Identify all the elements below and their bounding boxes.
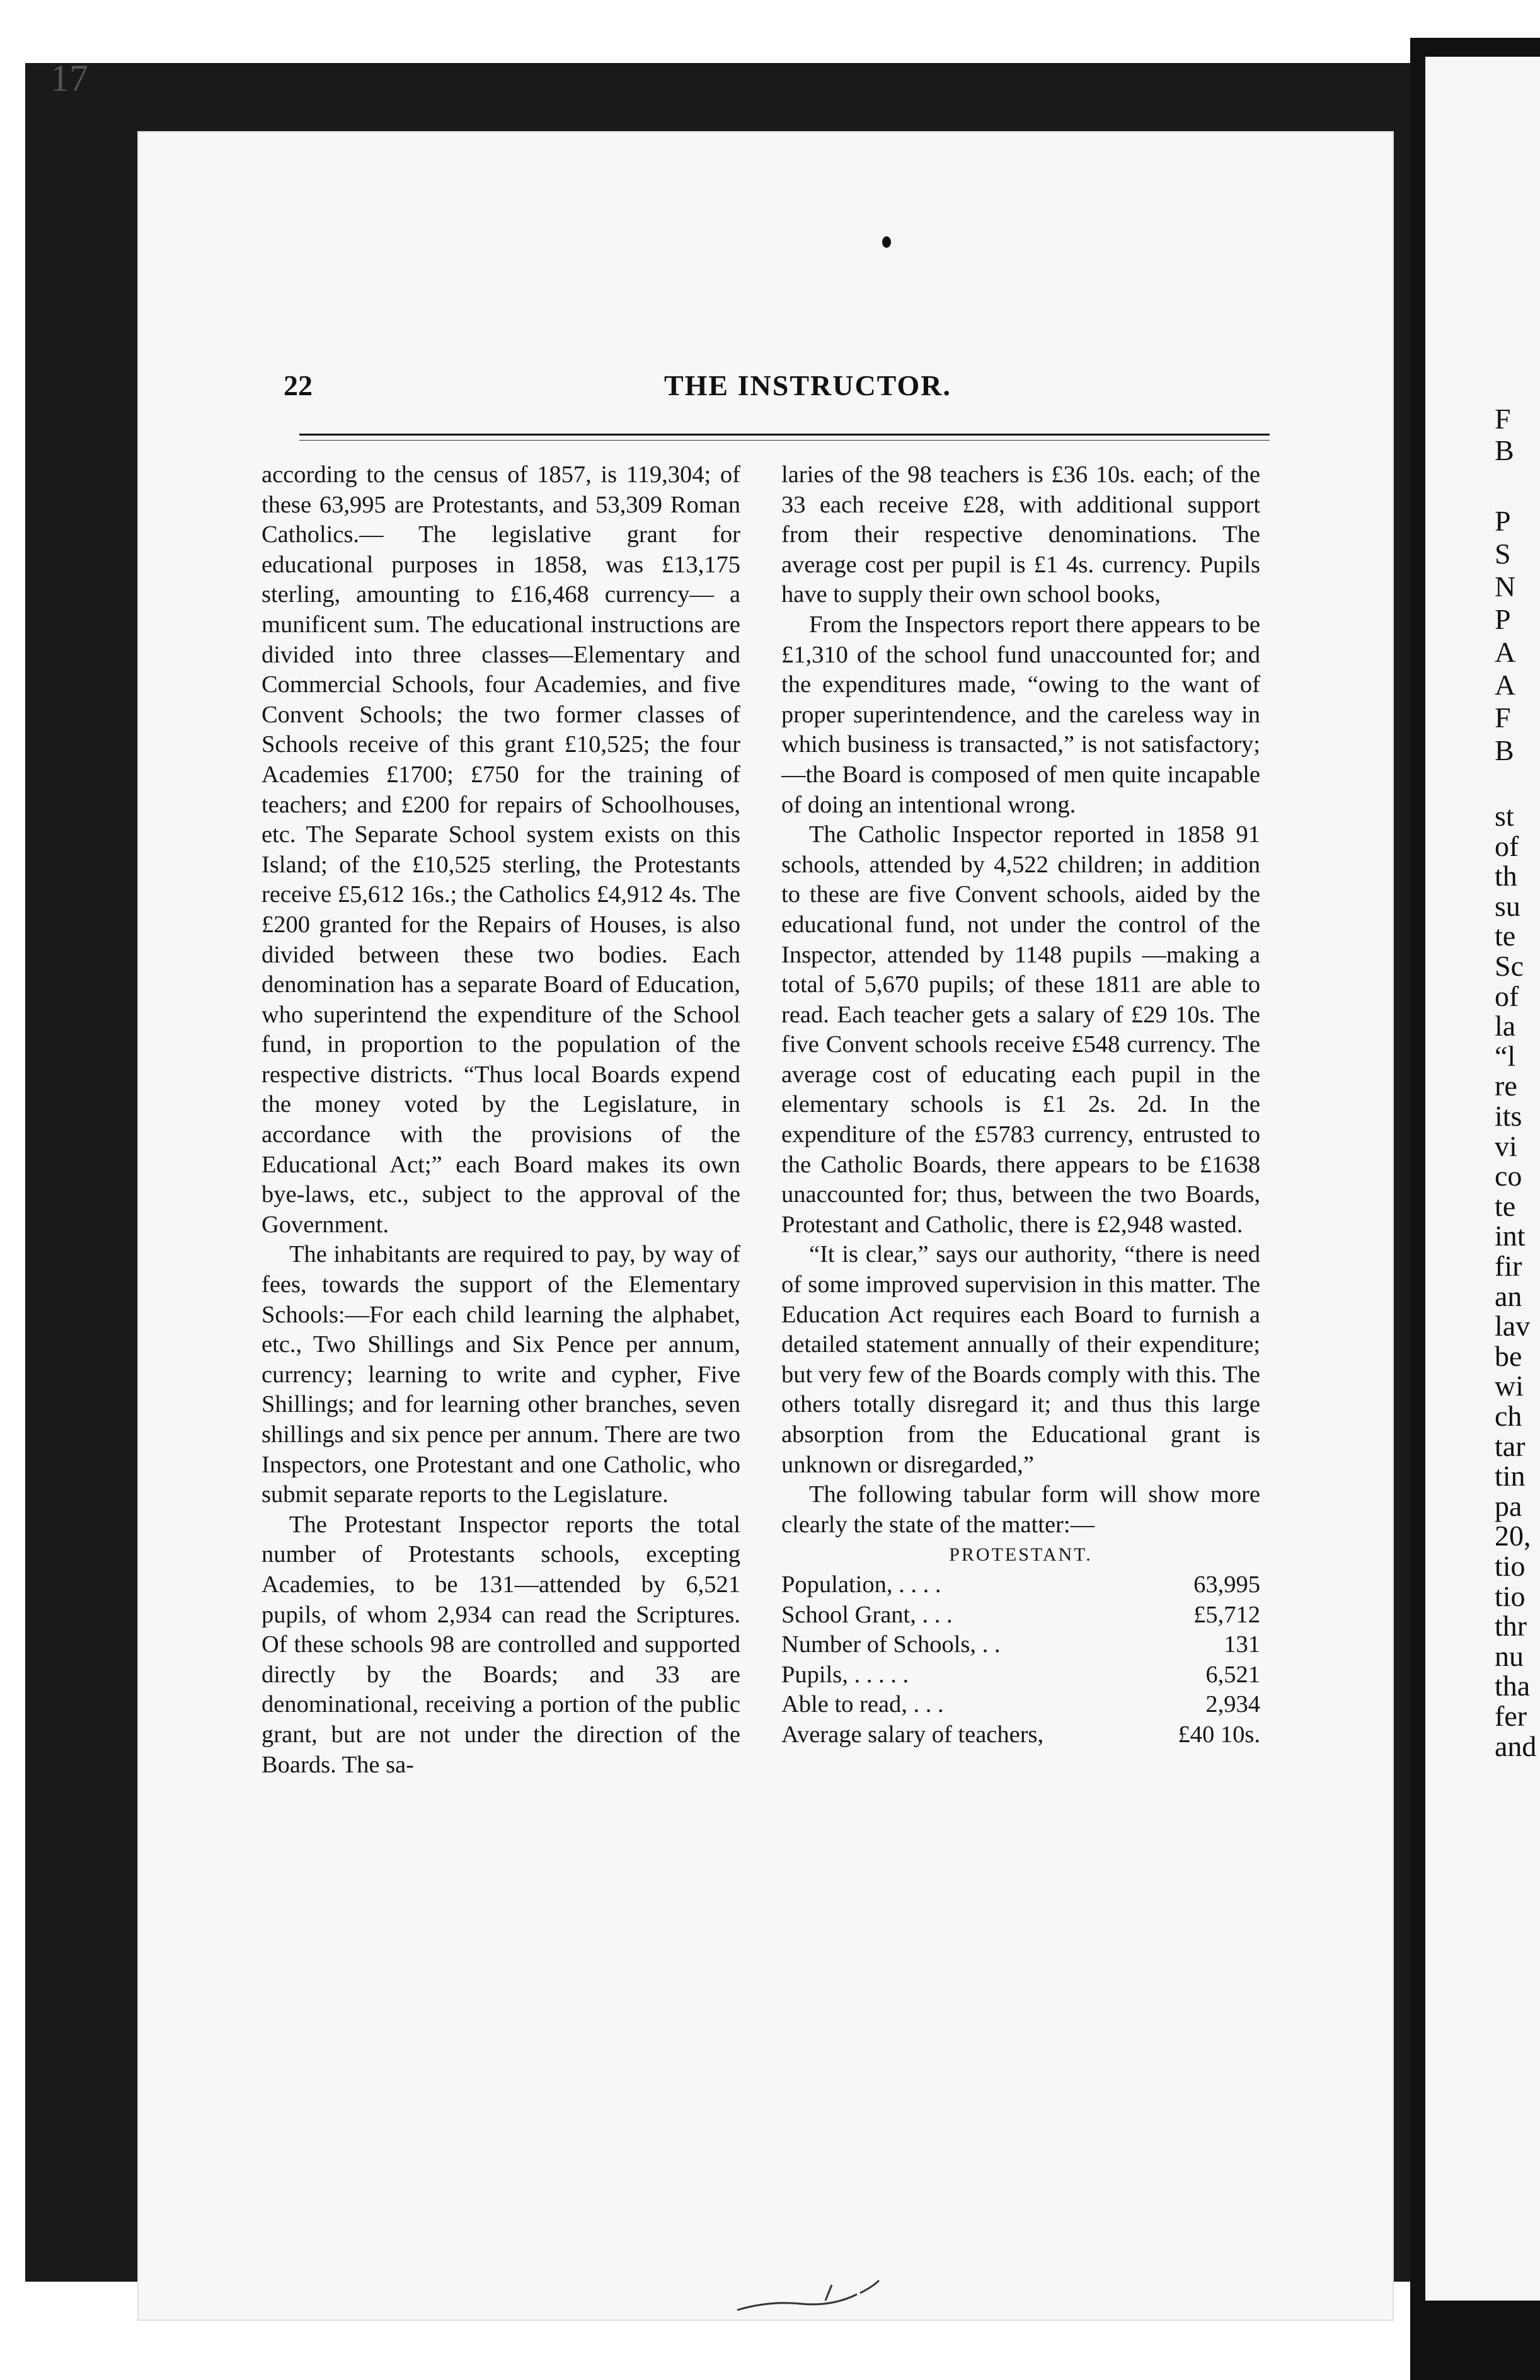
adjacent-page-fragment: A — [1495, 669, 1516, 701]
stats-value: £40 10s. — [1178, 1721, 1260, 1748]
stats-row — [781, 1690, 1260, 1720]
adjacent-page-fragment: th — [1495, 860, 1517, 893]
stats-row — [781, 1720, 1260, 1750]
adjacent-page-fragment: tin — [1495, 1460, 1526, 1493]
stats-value: 6,521 — [1205, 1661, 1260, 1688]
adjacent-page-fragment: su — [1495, 889, 1520, 922]
adjacent-page-fragment: A — [1495, 636, 1516, 668]
paragraph: From the Inspectors report there appears to be £1,310 of the school fund unaccounted for; and the expenditures made, “owing to the want of proper superintendence, and the careless way in which business is transacted,” is not satisfactory;—the Board is composed of men quite incapable of doing an intentional wrong. — [781, 611, 1260, 818]
paragraph: “It is clear,” says our authority, “there is need of some improved supervision in this matter. The Education Act requires each Board to furnish a detailed statement annually of their expenditure; but very few of the Boards comply with this. The others totally disregard it; and thus this large absorption from the Educational grant is unknown or disregarded,” — [781, 1241, 1260, 1478]
adjacent-page-fragment: Sc — [1495, 950, 1524, 982]
adjacent-page-fragment: be — [1495, 1339, 1522, 1372]
pencil-scribble — [731, 2275, 895, 2319]
paragraph: The Catholic Inspector reported in 1858 91 schools, attended by 4,522 children; in addition to these are five Convent schools, aided by the educational fund, not under the control of the Inspector, attended by 1148 pupils —making a total of 5,670 pupils; of these 1811 are able to read. Each teacher gets a salary of £29 10s. The five Convent schools receive £548 currency. The average cost of educating each pupil in the elementary schools is £1 2s. 2d. In the expenditure of the £5783 currency, entrusted to the Catholic Boards, there appears to be £1638 unaccounted for; thus, between the two Boards, Protestant and Catholic, there is £2,948 wasted. — [781, 821, 1260, 1238]
paragraph: according to the census of 1857, is 119,304; of these 63,995 are Protestants, and 53,309 Roman Catholics.— The legislative grant for educational purposes in 1858, was £13,175 sterling, amounting to £16,468 currency— a munificent sum. The educational instructions are divided into three classes—Elementary and Commercial Schools, four Academies, and five Convent Schools; the two former classes of Schools receive of this grant £10,525; the four Academies £1700; £750 for the training of teachers; and £200 for repairs of Schoolhouses, etc. The Separate School system exists on this Island; of the £10,525 sterling, the Protestants receive £5,612 16s.; the Catholics £4,912 4s. The £200 granted for the Repairs of Houses, is also divided between these two bodies. Each denomination has a separate Board of Education, who superintend the expenditure of the School fund, in proportion to the population of the respective districts. “Thus local Boards expend the money voted by the Legislature, in accordance with the provisions of the Educational Act;” each Board makes its own bye-laws, etc., subject to the approval of the Government. — [261, 461, 740, 1238]
adjacent-page-fragment: tio — [1495, 1580, 1526, 1612]
adjacent-page-fragment: of — [1495, 979, 1519, 1012]
stats-label: Population, . . . . — [781, 1571, 941, 1598]
adjacent-page-fragment: lav — [1495, 1310, 1531, 1343]
stats-row — [781, 1630, 1260, 1660]
adjacent-page-fragment: F — [1495, 702, 1511, 734]
adjacent-page-fragment: of — [1495, 829, 1519, 862]
adjacent-page-fragment: la — [1495, 1010, 1516, 1043]
adjacent-page-fragment: re — [1495, 1070, 1517, 1102]
adjacent-page-fragment: fer — [1495, 1700, 1527, 1732]
adjacent-page-fragment: vi — [1495, 1129, 1517, 1162]
adjacent-page-fragment: P — [1495, 603, 1511, 635]
adjacent-page-fragment: te — [1495, 920, 1516, 952]
stats-value: £5,712 — [1193, 1601, 1260, 1628]
adjacent-page-fragment: tha — [1495, 1670, 1531, 1702]
adjacent-page-fragment: S — [1495, 538, 1511, 570]
adjacent-page-fragment: 20, — [1495, 1520, 1531, 1552]
stats-value: 63,995 — [1193, 1571, 1260, 1598]
adjacent-page-fragment: F — [1495, 403, 1511, 435]
stats-value: 2,934 — [1205, 1691, 1260, 1718]
stats-row — [781, 1600, 1260, 1631]
adjacent-page-fragment: “l — [1495, 1039, 1516, 1072]
adjacent-page-fragment: P — [1495, 505, 1511, 537]
stats-label: Average salary of teachers, — [781, 1721, 1044, 1748]
adjacent-page-fragment: wi — [1495, 1370, 1524, 1402]
stats-value: 131 — [1224, 1631, 1260, 1658]
header-rule-thin — [299, 440, 1270, 441]
stats-title: PROTESTANT. — [949, 1544, 1093, 1566]
stats-table — [781, 1570, 1260, 1750]
adjacent-page-fragment: B — [1495, 734, 1514, 766]
left-column — [261, 460, 740, 1780]
stats-label: Pupils, . . . . . — [781, 1661, 909, 1688]
right-column — [781, 460, 1260, 1750]
adjacent-page-fragment: its — [1495, 1100, 1522, 1132]
stats-row — [781, 1570, 1260, 1600]
adjacent-page-fragment: tar — [1495, 1430, 1526, 1462]
adjacent-page-fragment: an — [1495, 1280, 1522, 1312]
adjacent-page-fragment: ch — [1495, 1400, 1522, 1432]
adjacent-page-fragment: co — [1495, 1160, 1522, 1193]
paragraph: The inhabitants are required to pay, by way of fees, towards the support of the Elementary Schools:—For each child learning the alphabet, etc., Two Shillings and Six Pence per annum, currency; learning to write and cypher, Five Shillings; and for learning other branches, seven shillings and six pence per annum. There are two Inspectors, one Protestant and one Catholic, who submit separate reports to the Legislature. — [261, 1241, 740, 1508]
running-head: THE INSTRUCTOR. — [664, 369, 952, 401]
adjacent-page-fragment: thr — [1495, 1610, 1527, 1643]
adjacent-page-fragment: fir — [1495, 1250, 1522, 1282]
paragraph: The Protestant Inspector reports the total number of Protestants schools, excepting Academies, to be 131—attended by 6,521 pupils, of whom 2,934 can read the Scriptures. Of these schools 98 are controlled and supported directly by the Boards; and 33 are denominational, receiving a portion of the public grant, but are not under the direction of the Boards. The sa- — [261, 1511, 740, 1778]
stats-label: Number of Schools, . . — [781, 1631, 1001, 1658]
page-number: 22 — [284, 369, 313, 401]
adjacent-page-fragment: pa — [1495, 1489, 1522, 1522]
adjacent-page-fragment: nu — [1495, 1639, 1524, 1672]
paragraph: The following tabular form will show more clearly the state of the matter:— — [781, 1481, 1260, 1538]
adjacent-page-fragment: st — [1495, 800, 1514, 832]
adjacent-page-fragment: int — [1495, 1220, 1526, 1252]
corner-pencil-mark: 17 — [50, 57, 88, 99]
adjacent-page-fragment: B — [1495, 434, 1514, 466]
paragraph: laries of the 98 teachers is £36 10s. each; of the 33 each receive £28, with additional support from their respective denominations. The average cost per pupil is £1 4s. currency. Pupils have to supply their own school books, — [781, 461, 1260, 608]
adjacent-page-fragment: N — [1495, 570, 1516, 603]
header-rule — [299, 434, 1270, 436]
adjacent-page-fragment: te — [1495, 1189, 1516, 1222]
ink-dot — [882, 236, 891, 248]
stats-label: School Grant, . . . — [781, 1601, 953, 1628]
adjacent-page-fragment: and — [1495, 1730, 1537, 1762]
stats-row — [781, 1660, 1260, 1690]
stats-label: Able to read, . . . — [781, 1691, 944, 1718]
adjacent-page-fragment: tio — [1495, 1550, 1526, 1582]
